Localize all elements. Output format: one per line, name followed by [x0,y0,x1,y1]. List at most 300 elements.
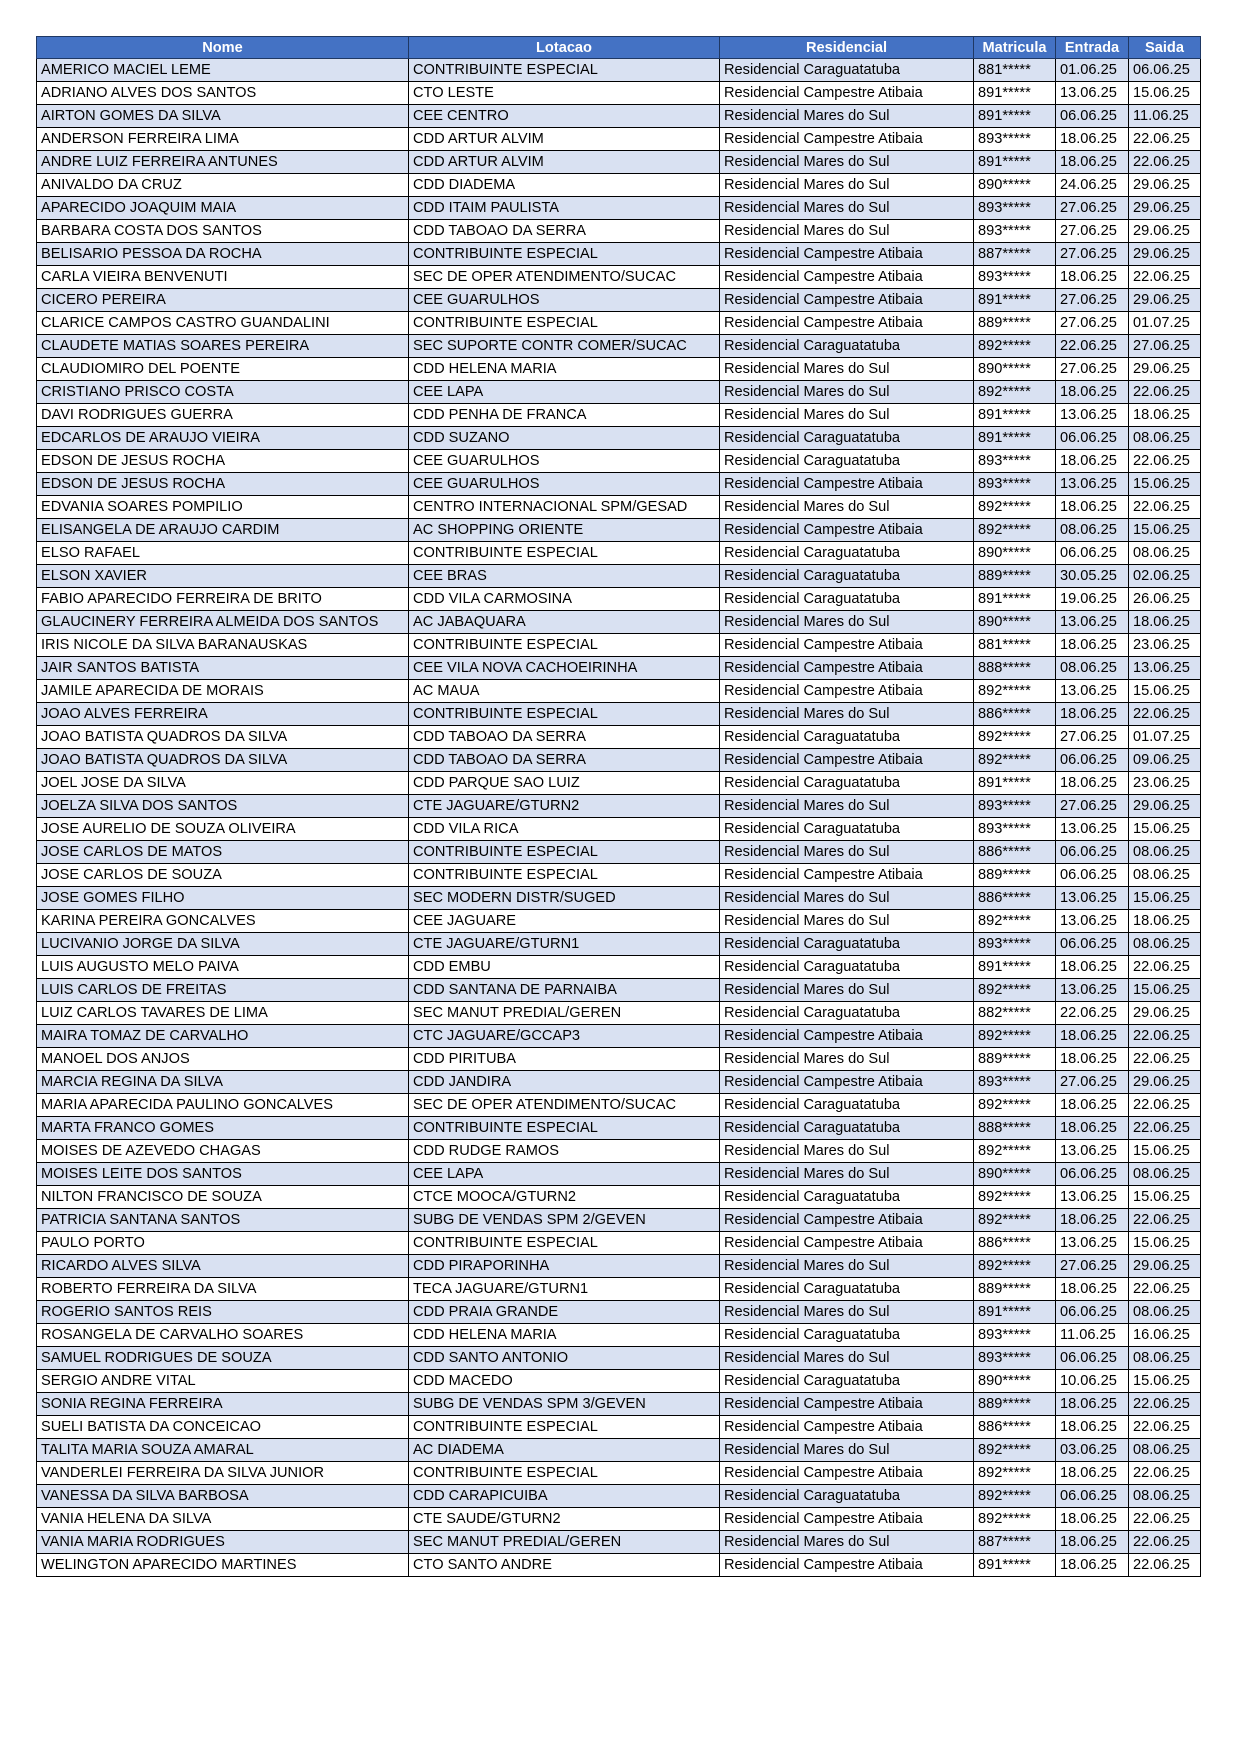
cell-residencial: Residencial Campestre Atibaia [720,1554,974,1577]
cell-residencial: Residencial Campestre Atibaia [720,1416,974,1439]
cell-lotacao: SEC MANUT PREDIAL/GEREN [409,1531,720,1554]
cell-saida: 22.06.25 [1129,1531,1201,1554]
cell-saida: 22.06.25 [1129,1508,1201,1531]
cell-entrada: 08.06.25 [1056,657,1129,680]
cell-residencial: Residencial Caraguatatuba [720,542,974,565]
cell-lotacao: CTE JAGUARE/GTURN2 [409,795,720,818]
table-row [37,128,1201,151]
cell-entrada: 10.06.25 [1056,1370,1129,1393]
cell-matricula: 891***** [974,427,1056,450]
table-row [37,680,1201,703]
cell-residencial: Residencial Caraguatatuba [720,1370,974,1393]
cell-lotacao: CENTRO INTERNACIONAL SPM/GESAD [409,496,720,519]
cell-entrada: 18.06.25 [1056,128,1129,151]
table-row [37,956,1201,979]
cell-matricula: 893***** [974,450,1056,473]
table-row [37,1531,1201,1554]
cell-lotacao: CDD MACEDO [409,1370,720,1393]
cell-matricula: 886***** [974,887,1056,910]
cell-saida: 15.06.25 [1129,1370,1201,1393]
cell-entrada: 18.06.25 [1056,1462,1129,1485]
cell-entrada: 18.06.25 [1056,1554,1129,1577]
cell-matricula: 888***** [974,657,1056,680]
cell-nome: ELSO RAFAEL [37,542,409,565]
cell-lotacao: CTE JAGUARE/GTURN1 [409,933,720,956]
cell-residencial: Residencial Mares do Sul [720,1163,974,1186]
cell-entrada: 13.06.25 [1056,611,1129,634]
cell-matricula: 892***** [974,979,1056,1002]
cell-matricula: 889***** [974,1048,1056,1071]
cell-residencial: Residencial Campestre Atibaia [720,473,974,496]
cell-nome: ROBERTO FERREIRA DA SILVA [37,1278,409,1301]
cell-matricula: 891***** [974,82,1056,105]
cell-lotacao: CEE CENTRO [409,105,720,128]
cell-nome: MOISES LEITE DOS SANTOS [37,1163,409,1186]
cell-lotacao: CDD PARQUE SAO LUIZ [409,772,720,795]
cell-lotacao: CEE GUARULHOS [409,450,720,473]
cell-residencial: Residencial Campestre Atibaia [720,243,974,266]
cell-residencial: Residencial Caraguatatuba [720,956,974,979]
table-row [37,1439,1201,1462]
cell-nome: SUELI BATISTA DA CONCEICAO [37,1416,409,1439]
cell-entrada: 13.06.25 [1056,404,1129,427]
cell-saida: 15.06.25 [1129,680,1201,703]
cell-lotacao: CONTRIBUINTE ESPECIAL [409,243,720,266]
cell-matricula: 891***** [974,151,1056,174]
cell-saida: 08.06.25 [1129,1301,1201,1324]
table-row [37,381,1201,404]
cell-matricula: 893***** [974,933,1056,956]
cell-matricula: 881***** [974,634,1056,657]
cell-entrada: 22.06.25 [1056,335,1129,358]
cell-nome: FABIO APARECIDO FERREIRA DE BRITO [37,588,409,611]
cell-saida: 29.06.25 [1129,1002,1201,1025]
cell-entrada: 27.06.25 [1056,243,1129,266]
cell-nome: JOAO BATISTA QUADROS DA SILVA [37,749,409,772]
cell-lotacao: CONTRIBUINTE ESPECIAL [409,1117,720,1140]
cell-nome: LUIZ CARLOS TAVARES DE LIMA [37,1002,409,1025]
table-row [37,174,1201,197]
cell-entrada: 06.06.25 [1056,105,1129,128]
table-row [37,1416,1201,1439]
cell-matricula: 892***** [974,749,1056,772]
cell-matricula: 890***** [974,1163,1056,1186]
cell-residencial: Residencial Caraguatatuba [720,335,974,358]
cell-lotacao: CEE BRAS [409,565,720,588]
table-row [37,1025,1201,1048]
cell-matricula: 891***** [974,1301,1056,1324]
cell-saida: 02.06.25 [1129,565,1201,588]
cell-lotacao: CDD PIRAPORINHA [409,1255,720,1278]
cell-entrada: 18.06.25 [1056,703,1129,726]
cell-lotacao: CONTRIBUINTE ESPECIAL [409,703,720,726]
cell-lotacao: CDD PENHA DE FRANCA [409,404,720,427]
cell-residencial: Residencial Caraguatatuba [720,565,974,588]
cell-residencial: Residencial Caraguatatuba [720,1117,974,1140]
cell-lotacao: SEC MANUT PREDIAL/GEREN [409,1002,720,1025]
cell-saida: 22.06.25 [1129,128,1201,151]
cell-lotacao: CDD JANDIRA [409,1071,720,1094]
cell-entrada: 11.06.25 [1056,1324,1129,1347]
cell-saida: 15.06.25 [1129,473,1201,496]
table-row [37,818,1201,841]
cell-entrada: 18.06.25 [1056,1416,1129,1439]
cell-saida: 11.06.25 [1129,105,1201,128]
cell-saida: 22.06.25 [1129,703,1201,726]
cell-residencial: Residencial Mares do Sul [720,979,974,1002]
table-row [37,1278,1201,1301]
header-lotacao: Lotacao [409,37,720,59]
table-body [37,59,1201,1577]
cell-residencial: Residencial Mares do Sul [720,841,974,864]
cell-nome: ELISANGELA DE ARAUJO CARDIM [37,519,409,542]
cell-entrada: 27.06.25 [1056,795,1129,818]
table-row [37,450,1201,473]
table-row [37,726,1201,749]
cell-matricula: 892***** [974,1209,1056,1232]
cell-residencial: Residencial Caraguatatuba [720,588,974,611]
cell-entrada: 06.06.25 [1056,749,1129,772]
cell-nome: ANDERSON FERREIRA LIMA [37,128,409,151]
cell-lotacao: CONTRIBUINTE ESPECIAL [409,312,720,335]
table-row [37,519,1201,542]
cell-residencial: Residencial Caraguatatuba [720,1002,974,1025]
cell-saida: 22.06.25 [1129,1048,1201,1071]
cell-matricula: 892***** [974,1462,1056,1485]
cell-matricula: 890***** [974,174,1056,197]
cell-entrada: 13.06.25 [1056,680,1129,703]
header-entrada: Entrada [1056,37,1129,59]
table-row [37,312,1201,335]
cell-lotacao: AC MAUA [409,680,720,703]
cell-saida: 29.06.25 [1129,358,1201,381]
cell-matricula: 893***** [974,1071,1056,1094]
cell-matricula: 892***** [974,1485,1056,1508]
cell-residencial: Residencial Campestre Atibaia [720,1071,974,1094]
cell-saida: 08.06.25 [1129,864,1201,887]
header-residencial: Residencial [720,37,974,59]
cell-residencial: Residencial Campestre Atibaia [720,1232,974,1255]
cell-entrada: 27.06.25 [1056,726,1129,749]
table-row [37,289,1201,312]
cell-entrada: 18.06.25 [1056,381,1129,404]
cell-lotacao: CONTRIBUINTE ESPECIAL [409,1462,720,1485]
cell-lotacao: CDD DIADEMA [409,174,720,197]
cell-saida: 22.06.25 [1129,1554,1201,1577]
cell-matricula: 886***** [974,1416,1056,1439]
cell-lotacao: CTO SANTO ANDRE [409,1554,720,1577]
cell-entrada: 13.06.25 [1056,1186,1129,1209]
cell-entrada: 13.06.25 [1056,910,1129,933]
cell-nome: MARTA FRANCO GOMES [37,1117,409,1140]
table-row [37,358,1201,381]
cell-entrada: 01.06.25 [1056,59,1129,82]
cell-lotacao: CONTRIBUINTE ESPECIAL [409,1232,720,1255]
cell-saida: 22.06.25 [1129,266,1201,289]
cell-saida: 08.06.25 [1129,841,1201,864]
header-matricula: Matricula [974,37,1056,59]
table-row [37,1002,1201,1025]
table-row [37,795,1201,818]
cell-nome: CARLA VIEIRA BENVENUTI [37,266,409,289]
cell-entrada: 27.06.25 [1056,197,1129,220]
cell-matricula: 893***** [974,197,1056,220]
cell-residencial: Residencial Caraguatatuba [720,427,974,450]
cell-nome: JOELZA SILVA DOS SANTOS [37,795,409,818]
cell-lotacao: CONTRIBUINTE ESPECIAL [409,1416,720,1439]
cell-nome: MANOEL DOS ANJOS [37,1048,409,1071]
cell-residencial: Residencial Mares do Sul [720,1301,974,1324]
cell-matricula: 889***** [974,864,1056,887]
cell-lotacao: SEC MODERN DISTR/SUGED [409,887,720,910]
table-row [37,1485,1201,1508]
cell-residencial: Residencial Mares do Sul [720,220,974,243]
cell-entrada: 18.06.25 [1056,1508,1129,1531]
cell-saida: 22.06.25 [1129,1462,1201,1485]
cell-residencial: Residencial Mares do Sul [720,703,974,726]
cell-nome: ROSANGELA DE CARVALHO SOARES [37,1324,409,1347]
cell-entrada: 18.06.25 [1056,1048,1129,1071]
roster-table [36,36,1201,1577]
cell-nome: SERGIO ANDRE VITAL [37,1370,409,1393]
cell-nome: CRISTIANO PRISCO COSTA [37,381,409,404]
cell-matricula: 892***** [974,1508,1056,1531]
cell-saida: 29.06.25 [1129,174,1201,197]
table-row [37,473,1201,496]
cell-nome: MARCIA REGINA DA SILVA [37,1071,409,1094]
cell-matricula: 893***** [974,220,1056,243]
cell-nome: CLAUDETE MATIAS SOARES PEREIRA [37,335,409,358]
cell-entrada: 18.06.25 [1056,1393,1129,1416]
cell-nome: PATRICIA SANTANA SANTOS [37,1209,409,1232]
table-row [37,841,1201,864]
cell-residencial: Residencial Caraguatatuba [720,1324,974,1347]
cell-entrada: 18.06.25 [1056,1117,1129,1140]
cell-nome: ADRIANO ALVES DOS SANTOS [37,82,409,105]
cell-nome: BARBARA COSTA DOS SANTOS [37,220,409,243]
cell-residencial: Residencial Mares do Sul [720,105,974,128]
cell-lotacao: CTE SAUDE/GTURN2 [409,1508,720,1531]
cell-entrada: 18.06.25 [1056,496,1129,519]
cell-residencial: Residencial Mares do Sul [720,1347,974,1370]
cell-nome: PAULO PORTO [37,1232,409,1255]
header-row [37,37,1201,59]
cell-nome: DAVI RODRIGUES GUERRA [37,404,409,427]
table-row [37,427,1201,450]
cell-saida: 16.06.25 [1129,1324,1201,1347]
cell-entrada: 06.06.25 [1056,1347,1129,1370]
cell-saida: 22.06.25 [1129,1025,1201,1048]
table-row [37,1209,1201,1232]
cell-saida: 09.06.25 [1129,749,1201,772]
cell-saida: 23.06.25 [1129,772,1201,795]
cell-lotacao: CONTRIBUINTE ESPECIAL [409,542,720,565]
cell-entrada: 27.06.25 [1056,289,1129,312]
cell-matricula: 892***** [974,519,1056,542]
cell-entrada: 18.06.25 [1056,450,1129,473]
cell-residencial: Residencial Caraguatatuba [720,772,974,795]
cell-saida: 29.06.25 [1129,220,1201,243]
cell-matricula: 891***** [974,956,1056,979]
cell-lotacao: CDD HELENA MARIA [409,1324,720,1347]
cell-entrada: 13.06.25 [1056,1232,1129,1255]
cell-residencial: Residencial Campestre Atibaia [720,289,974,312]
cell-matricula: 893***** [974,1347,1056,1370]
cell-nome: APARECIDO JOAQUIM MAIA [37,197,409,220]
table-row [37,1393,1201,1416]
cell-nome: JOSE CARLOS DE SOUZA [37,864,409,887]
table-row [37,1094,1201,1117]
cell-saida: 27.06.25 [1129,335,1201,358]
cell-saida: 22.06.25 [1129,1278,1201,1301]
cell-residencial: Residencial Mares do Sul [720,174,974,197]
cell-nome: LUIS CARLOS DE FREITAS [37,979,409,1002]
cell-matricula: 893***** [974,795,1056,818]
cell-matricula: 891***** [974,772,1056,795]
cell-entrada: 13.06.25 [1056,979,1129,1002]
cell-matricula: 891***** [974,289,1056,312]
cell-entrada: 18.06.25 [1056,1531,1129,1554]
cell-lotacao: CTC JAGUARE/GCCAP3 [409,1025,720,1048]
cell-lotacao: SUBG DE VENDAS SPM 2/GEVEN [409,1209,720,1232]
table-row [37,1163,1201,1186]
table-row [37,1301,1201,1324]
cell-residencial: Residencial Mares do Sul [720,1140,974,1163]
cell-residencial: Residencial Campestre Atibaia [720,266,974,289]
cell-residencial: Residencial Mares do Sul [720,910,974,933]
cell-lotacao: CONTRIBUINTE ESPECIAL [409,841,720,864]
cell-saida: 08.06.25 [1129,933,1201,956]
table-row [37,335,1201,358]
cell-entrada: 18.06.25 [1056,1278,1129,1301]
table-row [37,887,1201,910]
cell-saida: 29.06.25 [1129,197,1201,220]
cell-residencial: Residencial Campestre Atibaia [720,1209,974,1232]
cell-residencial: Residencial Mares do Sul [720,404,974,427]
cell-residencial: Residencial Mares do Sul [720,1531,974,1554]
table-row [37,151,1201,174]
table-row [37,611,1201,634]
cell-entrada: 18.06.25 [1056,772,1129,795]
cell-entrada: 13.06.25 [1056,1140,1129,1163]
cell-saida: 22.06.25 [1129,1209,1201,1232]
cell-nome: JOAO ALVES FERREIRA [37,703,409,726]
cell-saida: 22.06.25 [1129,151,1201,174]
table-row [37,542,1201,565]
cell-lotacao: CEE GUARULHOS [409,289,720,312]
table-row [37,197,1201,220]
cell-saida: 22.06.25 [1129,1393,1201,1416]
cell-residencial: Residencial Caraguatatuba [720,1278,974,1301]
cell-nome: TALITA MARIA SOUZA AMARAL [37,1439,409,1462]
cell-saida: 15.06.25 [1129,887,1201,910]
cell-matricula: 892***** [974,726,1056,749]
cell-matricula: 893***** [974,266,1056,289]
table-row [37,1140,1201,1163]
table-row [37,1186,1201,1209]
cell-entrada: 18.06.25 [1056,1025,1129,1048]
cell-saida: 18.06.25 [1129,910,1201,933]
table-row [37,1324,1201,1347]
cell-matricula: 893***** [974,1324,1056,1347]
cell-entrada: 18.06.25 [1056,1209,1129,1232]
cell-saida: 29.06.25 [1129,243,1201,266]
cell-residencial: Residencial Mares do Sul [720,358,974,381]
table-row [37,59,1201,82]
cell-lotacao: CDD RUDGE RAMOS [409,1140,720,1163]
cell-saida: 08.06.25 [1129,1347,1201,1370]
cell-saida: 23.06.25 [1129,634,1201,657]
cell-residencial: Residencial Caraguatatuba [720,1094,974,1117]
cell-entrada: 13.06.25 [1056,82,1129,105]
table-row [37,496,1201,519]
cell-lotacao: AC DIADEMA [409,1439,720,1462]
cell-lotacao: CDD ARTUR ALVIM [409,151,720,174]
cell-saida: 08.06.25 [1129,1439,1201,1462]
cell-residencial: Residencial Caraguatatuba [720,59,974,82]
cell-lotacao: CEE LAPA [409,1163,720,1186]
cell-entrada: 27.06.25 [1056,220,1129,243]
table-row [37,657,1201,680]
cell-entrada: 13.06.25 [1056,818,1129,841]
cell-nome: JOSE AURELIO DE SOUZA OLIVEIRA [37,818,409,841]
cell-matricula: 893***** [974,473,1056,496]
cell-entrada: 06.06.25 [1056,542,1129,565]
cell-residencial: Residencial Mares do Sul [720,611,974,634]
table-header [37,37,1201,59]
cell-saida: 26.06.25 [1129,588,1201,611]
cell-matricula: 892***** [974,496,1056,519]
cell-lotacao: CTO LESTE [409,82,720,105]
cell-residencial: Residencial Campestre Atibaia [720,1508,974,1531]
cell-lotacao: SEC DE OPER ATENDIMENTO/SUCAC [409,1094,720,1117]
table-row [37,1048,1201,1071]
cell-entrada: 06.06.25 [1056,1163,1129,1186]
cell-entrada: 18.06.25 [1056,1094,1129,1117]
cell-entrada: 19.06.25 [1056,588,1129,611]
table-row [37,910,1201,933]
cell-matricula: 886***** [974,1232,1056,1255]
cell-entrada: 18.06.25 [1056,956,1129,979]
table-row [37,1117,1201,1140]
cell-residencial: Residencial Mares do Sul [720,1255,974,1278]
cell-nome: WELINGTON APARECIDO MARTINES [37,1554,409,1577]
cell-nome: VANESSA DA SILVA BARBOSA [37,1485,409,1508]
cell-lotacao: CDD EMBU [409,956,720,979]
cell-lotacao: CEE VILA NOVA CACHOEIRINHA [409,657,720,680]
cell-matricula: 890***** [974,358,1056,381]
cell-lotacao: CTCE MOOCA/GTURN2 [409,1186,720,1209]
cell-nome: VANIA MARIA RODRIGUES [37,1531,409,1554]
cell-matricula: 891***** [974,404,1056,427]
cell-residencial: Residencial Caraguatatuba [720,1485,974,1508]
cell-nome: EDCARLOS DE ARAUJO VIEIRA [37,427,409,450]
cell-entrada: 18.06.25 [1056,634,1129,657]
table-row [37,1255,1201,1278]
cell-lotacao: CDD SUZANO [409,427,720,450]
cell-saida: 15.06.25 [1129,519,1201,542]
cell-lotacao: CDD PRAIA GRANDE [409,1301,720,1324]
table-row [37,1508,1201,1531]
cell-lotacao: CDD HELENA MARIA [409,358,720,381]
cell-saida: 18.06.25 [1129,404,1201,427]
cell-nome: ELSON XAVIER [37,565,409,588]
table-row [37,749,1201,772]
cell-lotacao: CEE LAPA [409,381,720,404]
cell-residencial: Residencial Campestre Atibaia [720,82,974,105]
cell-saida: 15.06.25 [1129,979,1201,1002]
cell-nome: MAIRA TOMAZ DE CARVALHO [37,1025,409,1048]
